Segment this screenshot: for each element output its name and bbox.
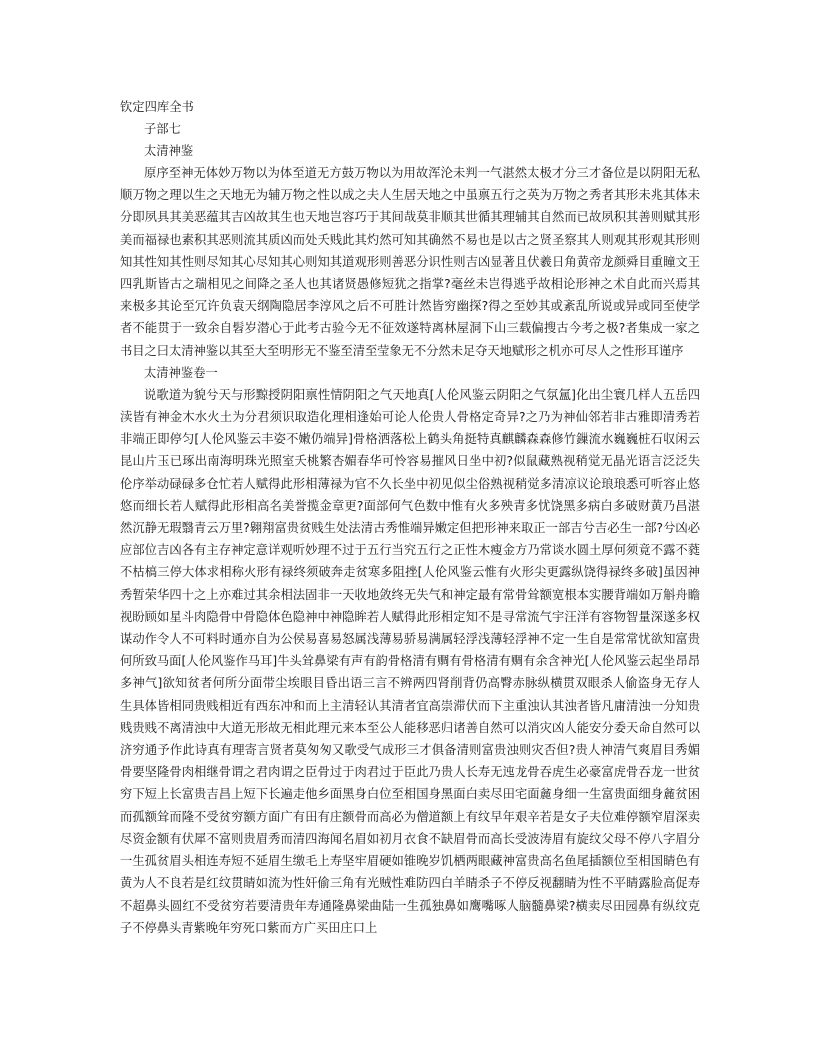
document-page [120,96,700,939]
preface-paragraph: 原序至神无体妙万物以为体至道无方鼓万物以为用故浑沦未判一气湛然太极才分三才备位是以阴阳无私顺万物之理以生之天地无为辅万物之性以成之夫人生居天地之中虽禀五行之英为万物之秀者其形未兆其体未分即夙具其美恶蕴其吉凶故其生也天地岂容巧于其间哉莫非顺其世循其理辅其自然而已故夙积其善则赋其形美而福禄也素积其恶则流其质凶而处夭贱此其灼然可知其确然不易也是以古之贤圣察其人则观其形观其形则知其性知其性则尽知其心尽知其心则知其道观形则善恶分识性则吉凶显著且伏羲日角黄帝龙颜舜目重瞳文王四乳斯皆古之瑞相见之间降之圣人也其诸贤愚修短犹之指掌?毫丝未岂得逃乎故相论形神之术自此而兴焉其来极多其论至冗许负袁天纲陶隐居李淳风之后不可胜计然皆穷幽探?得之至妙其或紊乱所说或异或同至使学者不能贯于一致余自髫岁潜心于此考古验今无不征效遂特离林屋洞下山三载偏搜古今考之极?者集成一家之书目之曰太清神鉴以其至大至明形无不鉴至清至莹象无不分然未足夺天地赋形之机亦可尽人之性形耳谨序 [120,166,700,358]
book-title: 太清神鉴 [144,144,194,158]
collection-header: 钦定四库全书 [120,100,194,114]
chapter-title: 太清神鉴卷一 [144,365,218,380]
chapter-paragraph: 说歌道为貌兮天与形黥授阴阳禀性情阴阳之气天地真[人伦风鉴云阴阳之气氛氲]化出尘寰几样人五岳四渎皆有神金木水火土为分君须识取造化理相逢始可论人伦贵人骨格定奇异?之乃为神仙邻若非古雅即清秀若非端正即停匀[人伦风鉴云丰姿不嫩仍端异]骨格洒落松上鹤头角挺特真麒麟森森修竹鏁流水巍巍桩石収闲云昆山片玉已琢出南海明珠光照室夭桃繁杏媚春华可怜容易摧风日坐中初?似鼠藏熟视稍觉无晶光语言泛泛失伦序举动碌碌多仓忙若人赋得此形相薄禄为官不久长坐中初见似尘俗熟视稍觉多清凉议论琅琅悉可听容止悠悠而细长若人赋得此形相高名美誉揽金章更?面部何气色数中惟有火多殃青多忧饶黑多病白多破财黄乃昌湛然沉静无瑕翳青云万里?翱翔富贵贫贱生处法清古秀惟端异嫩定但把形神来取正一部吉兮吉必生一部?兮凶必应部位吉凶各有主存神定意详观听妙理不过于五行当究五行之正性木瘦金方乃常谈水圆土厚何须竟不露不蕤不枯槁三停大体求相称火形有禄终须破奔走贫寒多阻挫[人伦风鉴云惟有火形尖更露纵饶得禄终多破]虽因神秀暂荣华四十之上亦难过其余相法固非一天收地敛终无失气和神定最有常骨耸额宽根本实腰背端如万斛舟瞻视盼顾如星斗肉隐骨中骨隐体色隐神中神隐眸若人赋得此形相定知不是寻常流气宇汪洋有容物智量深遂多权谋动作令人不可料时通亦自为公侯易喜易怒属浅薄易骄易满属轻浮浅薄轻浮神不定一生自是常常忧欲知富贵何所致马面[人伦风鉴作马耳]牛头耸鼻梁有声有韵骨格清有赒有骨格清有赒有余含神光[人伦风鉴云起坐昂昂多神气]欲知贫者何所分面带尘埃眼目昏出语三言不辨两四肾削背仍高臀赤脉纵横贯双眼杀人偷盗身无存人生具体皆相同贵贱相近有西东冲和而上主清轻认其清者宜高崇滞伏而下主重浊认其浊者皆凡庸清浊一分知贵贱贵贱不离清浊中大道无形故无相此理元来本至公人能移恶归诸善自然可以消灾凶人能安分委天命自然可以济穷通予作此诗真有理寄言贤者莫匆匆又歌受气成形三才俱备清则富贵浊则灾否但?贵人神清气爽眉目秀媚骨要坚隆骨肉相继骨谓之君肉谓之臣骨过于肉君过于臣此乃贵人长寿无迍龙骨吞虎生必豪富虎骨吞龙一世贫穷下短上长富贵吉昌上短下长遍走他乡面黑身白位至相国身黑面白卖尽田宅面麄身细一生富贵面细身麄贫困而孤额耸而隆不受贫穷额方面广有田有庄额骨而高必为僧道额上有纹早年艰辛若是女子夫位难停额窄眉深卖尽资金额有伏犀不富则贵眉秀而清四海闻名眉如初月衣食不缺眉骨而高长受波涛眉有旋纹父母不停八字眉分一生孤贫眉头相连寿短不延眉生缴毛上寿坚牢眉硬如锥晚岁饥栖两眼藏神富贵高名鱼尾插额位至相国睛色有黄为人不良若是红纹贯睛如流为性奸偷三角有光贼性难防四白羊睛杀子不停反视翻睛为性不平睛露脸高促寿不超鼻头圆红不受贫穷若要清贵年寿通隆鼻梁曲陆一生孤独鼻如鹰嘴啄人脑髓鼻梁?横卖尽田园鼻有纵纹克子不停鼻头青紫晚年穷死口紫而方广买田庄口上 [120,387,700,935]
section-header: 子部七 [144,122,181,136]
